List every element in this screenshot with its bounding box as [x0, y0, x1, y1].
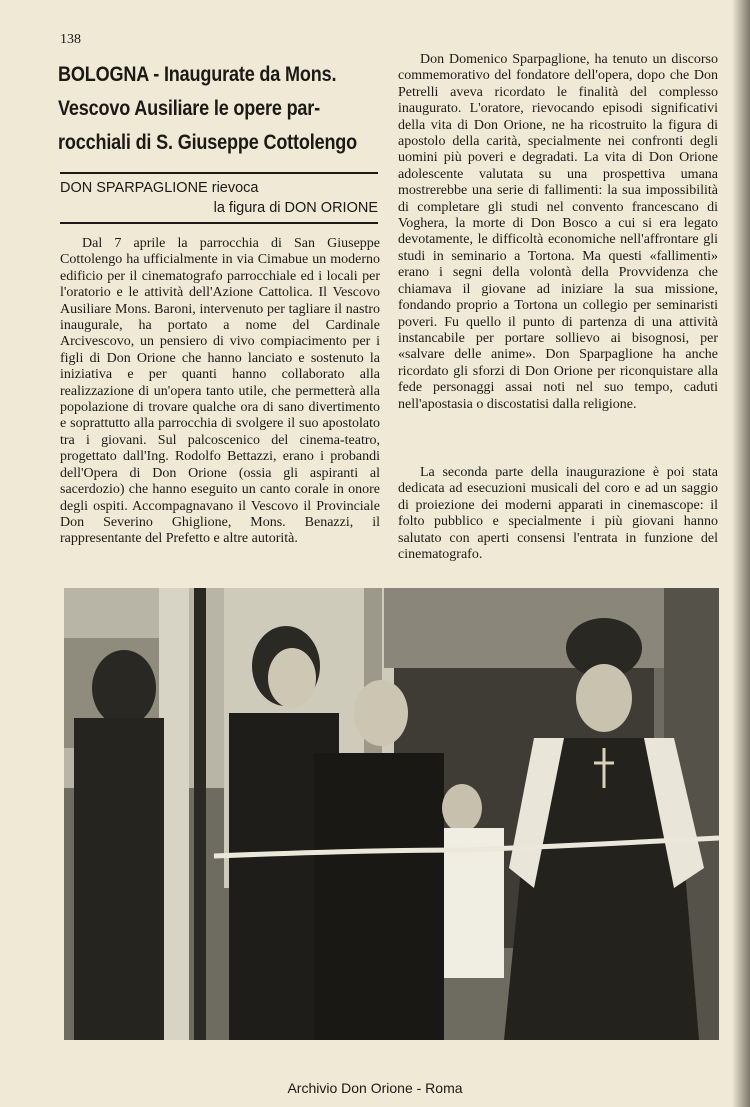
article-column-left [60, 236, 380, 548]
headline-line: BOLOGNA - Inaugurate da Mons. [58, 63, 337, 86]
ribbon-cutting-photo [64, 588, 719, 1040]
archive-caption: Archivio Don Orione - Roma [287, 1080, 463, 1096]
paragraph: La seconda parte della inaugurazione è poi stata dedicata ad esecuzioni musicali del coro e ad un saggio di proiezione dei moderni apparati in cinemascope: il folto pubblico e specialmente i più giovani hanno salutato con aperti consensi l'entrata in funzione del cinematografo. [398, 465, 718, 563]
divider [60, 222, 378, 224]
subheadline [60, 178, 378, 218]
article-column-right-bottom [398, 465, 718, 563]
page-number: 138 [60, 32, 81, 47]
headline-line: Vescovo Ausiliare le opere par- [58, 97, 321, 120]
subhead-line1: DON SPARPAGLIONE rievoca [60, 180, 259, 196]
page-edge-shadow [732, 0, 750, 1107]
photo-illustration [64, 588, 719, 1040]
article-column-right [398, 52, 718, 413]
headline [58, 58, 385, 160]
subhead-line2: la figura di DON ORIONE [213, 200, 378, 216]
paragraph: Dal 7 aprile la parrocchia di San Giuseppe Cottolengo ha ufficialmente in via Cimabue un moderno edificio per il cinematografo parrocchiale ed i locali per l'oratorio e le attività dell'Azione Cattolica. Il Vescovo Ausiliare Mons. Baroni, intervenuto per tagliare il nastro inaugurale, ha portato a nome del Cardinale Arcivescovo, un pensiero di vivo compiacimento per i figli di Don Orione che hanno lanciato e sostenuto la iniziativa e per quanti hanno collaborato alla realizzazione di un'opera tanto utile, che permetterà alla popolazione di trovare qualche ora di sano divertimento e soprattutto alla parrocchia di svolgere il suo apostolato tra i giovani. Sul palcoscenico del cinema-teatro, progettato dall'Ing. Rodolfo Bettazzi, erano i probandi dell'Opera di Don Orione (ossia gli aspiranti al sacerdozio) che hanno eseguito un canto corale in onore degli ospiti. Accompagnavano il Vescovo il Provinciale Don Severino Ghiglione, Mons. Benazzi, il rappresentante del Prefetto e altre autorità. [60, 236, 380, 547]
headline-line: rocchiali di S. Giuseppe Cottolengo [58, 131, 358, 154]
paragraph: Don Domenico Sparpaglione, ha tenuto un discorso commemorativo del fondatore dell'opera, dopo che Don Petrelli aveva ricordato le finalità del complesso inaugurato. L'oratore, rievocando episodi significativi della vita di Don Orione, ne ha ricostruito la figura di apostolo della carità, specialmente nei confronti degli uomini più poveri e degradati. La vita di Don Orione adolescente valutata su una prospettiva umana mostrerebbe una serie di fallimenti: la sua impossibilità di completare gli studi nel convento francescano di Voghera, la morte di Don Bosco a cui si era legato devotamente, le difficoltà economiche nell'affrontare gli studi in seminario a Tortona. Ma questi «fallimenti» erano i segni della volontà della Provvidenza che chiamava il giovane ad iniziare la sua missione, fondando proprio a Tortona un collegio per seminaristi poveri. Fu quello il punto di partenza di una attività instancabile per portare sollievo ai bisognosi, per «salvare delle anime». Don Sparpaglione ha anche ricordato gli sforzi di Don Orione per riconquistare alla fede personaggi assai noti nel suo tempo, caduti nell'apostasia o discostatisi dalla religione. [398, 52, 718, 412]
divider [60, 172, 378, 174]
